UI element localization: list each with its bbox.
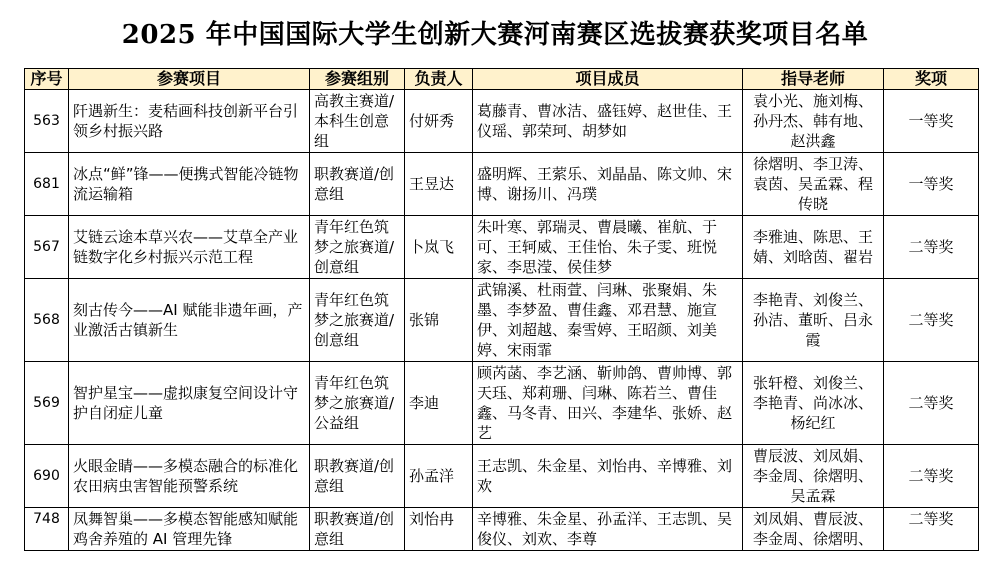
- cell-award: 一等奖: [884, 153, 979, 216]
- cell-group: 高教主赛道/本科生创意组: [310, 90, 405, 153]
- cell-leader: 付妍秀: [405, 90, 473, 153]
- cell-group: 职教赛道/创意组: [310, 445, 405, 508]
- cell-project: 刻古传今——AI 赋能非遗年画，产业激活古镇新生: [69, 279, 310, 362]
- cell-advisors: 曹辰波、刘凤娟、李金周、徐熠明、吴孟霖: [743, 445, 884, 508]
- cell-group: 职教赛道/创意组: [310, 508, 405, 551]
- cell-seq: 748: [25, 508, 69, 551]
- cell-award: 二等奖: [884, 362, 979, 445]
- cell-seq: 567: [25, 216, 69, 279]
- cell-members: 王志凯、朱金星、刘怡冉、辛博雅、刘欢: [473, 445, 743, 508]
- cell-members: 辛博雅、朱金星、孙孟洋、王志凯、吴俊仪、刘欢、李尊: [473, 508, 743, 551]
- cell-project: 艾链云途本草兴农——艾草全产业链数字化乡村振兴示范工程: [69, 216, 310, 279]
- header-members: 项目成员: [473, 69, 743, 90]
- header-leader: 负责人: [405, 69, 473, 90]
- cell-group: 青年红色筑梦之旅赛道/创意组: [310, 216, 405, 279]
- header-project: 参赛项目: [69, 69, 310, 90]
- header-award: 奖项: [884, 69, 979, 90]
- header-seq: 序号: [25, 69, 69, 90]
- cell-advisors: 袁小光、施刘梅、孙丹杰、韩有地、赵洪鑫: [743, 90, 884, 153]
- cell-advisors: 徐熠明、李卫涛、袁茵、吴孟霖、程传晓: [743, 153, 884, 216]
- cell-seq: 681: [25, 153, 69, 216]
- cell-seq: 569: [25, 362, 69, 445]
- cell-group: 青年红色筑梦之旅赛道/公益组: [310, 362, 405, 445]
- table-header-row: [25, 69, 979, 90]
- cell-project: 阡遇新生：麦秸画科技创新平台引领乡村振兴路: [69, 90, 310, 153]
- cell-advisors: 张轩橙、刘俊兰、李艳青、尚冰冰、杨纪红: [743, 362, 884, 445]
- table-row: [25, 508, 979, 551]
- award-table: [24, 68, 979, 551]
- cell-leader: 卜岚飞: [405, 216, 473, 279]
- table-row: [25, 279, 979, 362]
- cell-advisors: 刘凤娟、曹辰波、李金周、徐熠明、: [743, 508, 884, 551]
- cell-advisors: 李艳青、刘俊兰、孙洁、董昕、吕永霞: [743, 279, 884, 362]
- cell-leader: 李迪: [405, 362, 473, 445]
- cell-leader: 张锦: [405, 279, 473, 362]
- page-title: 2025 年中国国际大学生创新大赛河南赛区选拔赛获奖项目名单: [121, 20, 869, 50]
- cell-group: 青年红色筑梦之旅赛道/创意组: [310, 279, 405, 362]
- cell-members: 朱叶寒、郭瑞灵、曹晨曦、崔航、于可、王轲威、王佳怡、朱子雯、班悦家、李思滢、侯佳梦: [473, 216, 743, 279]
- table-row: [25, 216, 979, 279]
- cell-members: 盛明辉、王萦乐、刘晶晶、陈文帅、宋博、谢扬川、冯璞: [473, 153, 743, 216]
- cell-project: 冰点“鲜”锋——便携式智能冷链物流运输箱: [69, 153, 310, 216]
- cell-leader: 刘怡冉: [405, 508, 473, 551]
- table-row: [25, 153, 979, 216]
- table-row: [25, 90, 979, 153]
- cell-award: 二等奖: [884, 445, 979, 508]
- cell-advisors: 李雅迪、陈思、王婧、刘晗茵、翟岩: [743, 216, 884, 279]
- table-row: [25, 445, 979, 508]
- header-group: 参赛组别: [310, 69, 405, 90]
- cell-award: 二等奖: [884, 279, 979, 362]
- cell-seq: 563: [25, 90, 69, 153]
- cell-members: 葛藤青、曹冰洁、盛钰婷、赵世佳、王仪瑶、郭荣珂、胡梦如: [473, 90, 743, 153]
- cell-project: 凤舞智巢——多模态智能感知赋能鸡舍养殖的 AI 管理先锋: [69, 508, 310, 551]
- cell-leader: 孙孟洋: [405, 445, 473, 508]
- cell-members: 武锦溪、杜雨萱、闫琳、张聚娟、朱墨、李梦盈、曹佳鑫、邓君慧、施宣伊、刘超越、秦雪婷、王昭颜、刘美婷、宋雨霏: [473, 279, 743, 362]
- table-row: [25, 362, 979, 445]
- cell-group: 职教赛道/创意组: [310, 153, 405, 216]
- cell-project: 火眼金睛——多模态融合的标准化农田病虫害智能预警系统: [69, 445, 310, 508]
- cell-seq: 568: [25, 279, 69, 362]
- cell-leader: 王昱达: [405, 153, 473, 216]
- cell-seq: 690: [25, 445, 69, 508]
- cell-award: 一等奖: [884, 90, 979, 153]
- cell-project: 智护星宝——虚拟康复空间设计守护自闭症儿童: [69, 362, 310, 445]
- cell-award: 二等奖: [884, 216, 979, 279]
- cell-award: 二等奖: [884, 508, 979, 551]
- header-advisors: 指导老师: [743, 69, 884, 90]
- cell-members: 顾芮菡、李艺涵、靳帅鸽、曹帅博、郭天珏、郑莉珊、闫琳、陈若兰、曹佳鑫、马冬青、田兴、李建华、张娇、赵艺: [473, 362, 743, 445]
